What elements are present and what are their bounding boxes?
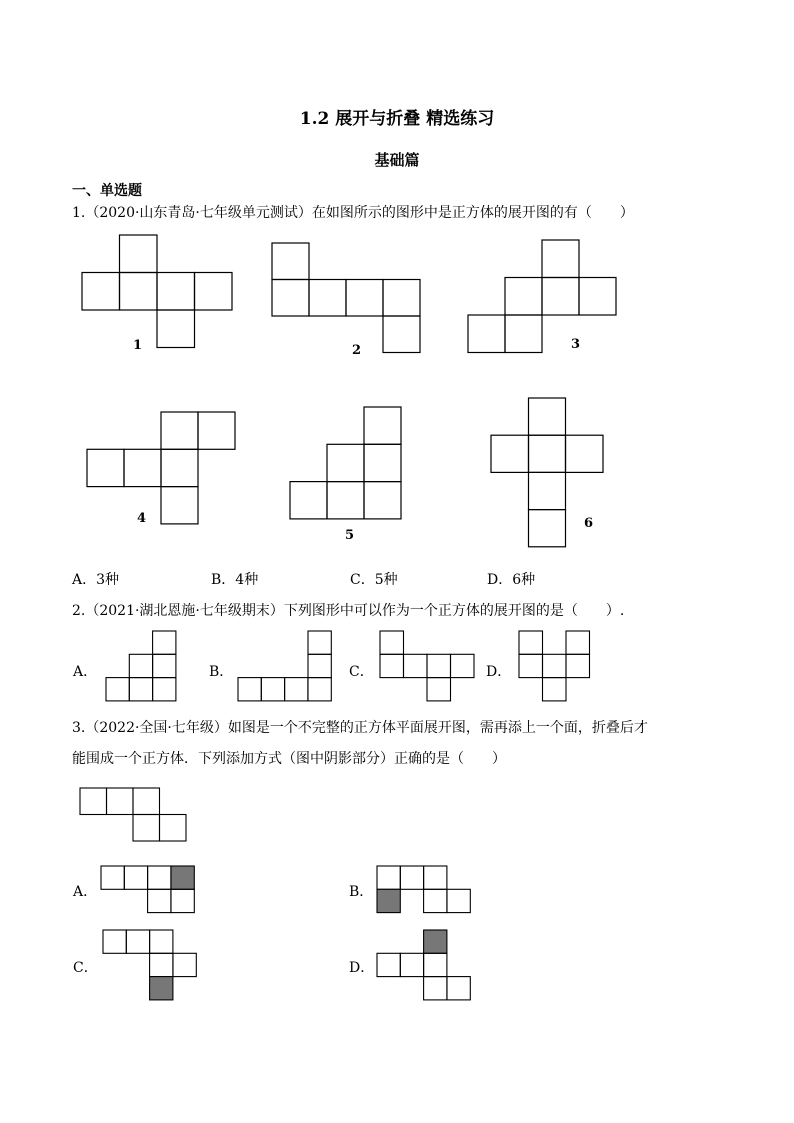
q3-d-shaded-face [424, 930, 447, 953]
q3-option-c-figure [103, 930, 199, 1002]
question-3-text-line2: 能围成一个正方体．下列添加方式（图中阴影部分）正确的是（ ） [72, 751, 506, 767]
q1-option-b[interactable]: B．4种 [211, 572, 259, 588]
page-title: 1.2 展开与折叠 精选练习 [299, 109, 495, 129]
q3-a-shaded-face [171, 866, 194, 889]
q3-option-a[interactable]: A． [73, 884, 98, 900]
q1-net-4-figure [87, 412, 237, 524]
q1-net-3-label: 3 [571, 337, 581, 352]
q1-net-3 [468, 240, 618, 353]
q1-net-2-label: 2 [352, 343, 362, 358]
page-subtitle: 基础篇 [374, 151, 420, 169]
q1-net-5-figure [290, 407, 404, 520]
q2-option-c[interactable]: C． [349, 664, 374, 680]
q1-net-3-figure [468, 240, 618, 353]
q2-option-b[interactable]: B． [209, 664, 234, 680]
question-2-text: 2.（2021·湖北恩施·七年级期末）下列图形中可以作为一个正方体的展开图的是（ ）. [72, 603, 625, 619]
q1-net-1-figure [82, 235, 232, 348]
q2-option-d-figure [519, 631, 591, 702]
q2-option-a[interactable]: A． [73, 664, 98, 680]
q1-net-4-label: 4 [137, 511, 147, 526]
q1-net-1 [82, 235, 232, 348]
q3-incomplete-net [80, 788, 188, 842]
q1-option-c[interactable]: C．5种 [350, 572, 398, 588]
q1-net-1-label: 1 [133, 338, 143, 353]
q2-option-a-figure [106, 631, 177, 702]
q3-b-shaded-face [377, 889, 400, 912]
q3-option-d-figure [377, 930, 473, 1002]
q2-option-b-figure [238, 631, 333, 702]
section-heading: 一、单选题 [72, 183, 142, 199]
q2-option-c-figure [380, 631, 476, 702]
q1-net-5-label: 5 [345, 528, 355, 543]
q3-c-shaded-face [150, 977, 173, 1000]
q3-option-c[interactable]: C． [73, 960, 98, 976]
q1-net-5 [290, 407, 404, 520]
q1-net-2-figure [272, 243, 422, 353]
question-3-text-line1: 3.（2022·全国·七年级）如图是一个不完整的正方体平面展开图，需再添上一个面，折叠后才 [72, 720, 648, 736]
q1-net-6-label: 6 [584, 516, 594, 531]
q1-net-4 [87, 412, 237, 524]
q3-option-b-figure [377, 866, 473, 914]
q1-option-d[interactable]: D．6种 [487, 572, 536, 588]
q3-option-b[interactable]: B． [349, 884, 374, 900]
q3-option-a-figure [101, 866, 197, 914]
q1-net-2 [272, 243, 422, 353]
q2-option-d[interactable]: D． [486, 664, 512, 680]
q3-incomplete-net-figure [80, 788, 188, 842]
question-1-text: 1.（2020·山东青岛·七年级单元测试）在如图所示的图形中是正方体的展开图的有（ ） [72, 205, 634, 221]
q1-option-a[interactable]: A．3种 [72, 572, 120, 588]
q3-option-d[interactable]: D． [349, 960, 375, 976]
